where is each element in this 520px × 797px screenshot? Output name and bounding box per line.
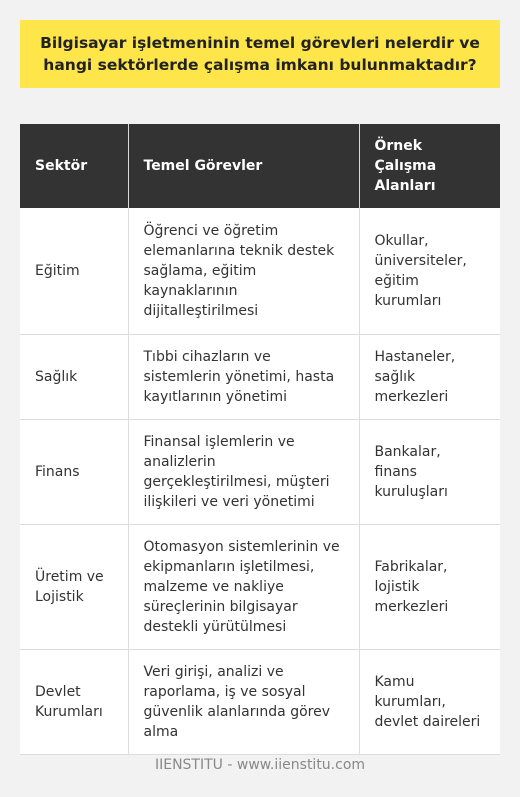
page-title: Bilgisayar işletmeninin temel görevleri nelerdir ve hangi sektörlerde çalışma imkanı bulunmaktadır?: [20, 20, 500, 88]
sector-cell: Devlet Kurumları: [20, 649, 128, 754]
workplaces-cell: Hastaneler, sağlık merkezleri: [359, 334, 500, 419]
workplaces-cell: Okullar, üniversiteler, eğitim kurumları: [359, 208, 500, 334]
sector-table: [20, 124, 500, 755]
sector-cell: Sağlık: [20, 334, 128, 419]
header-core-tasks: Temel Görevler: [128, 124, 359, 208]
workplaces-cell: Fabrikalar, lojistik merkezleri: [359, 524, 500, 649]
tasks-cell: Tıbbi cihazların ve sistemlerin yönetimi, hasta kayıtlarının yönetimi: [128, 334, 359, 419]
workplaces-cell: Kamu kurumları, devlet daireleri: [359, 649, 500, 754]
header-sector: Sektör: [20, 124, 128, 208]
tasks-cell: Finansal işlemlerin ve analizlerin gerçekleştirilmesi, müşteri ilişkileri ve veri yönetimi: [128, 419, 359, 524]
tasks-cell: Veri girişi, analizi ve raporlama, iş ve sosyal güvenlik alanlarında görev alma: [128, 649, 359, 754]
table-row: [20, 334, 500, 419]
tasks-cell: Otomasyon sistemlerinin ve ekipmanların işletilmesi, malzeme ve nakliye süreçlerinin bilgisayar destekli yürütülmesi: [128, 524, 359, 649]
table-row: [20, 208, 500, 334]
table-row: [20, 524, 500, 649]
footer-credit: IIENSTITU - www.iienstitu.com: [154, 757, 366, 773]
table-row: [20, 649, 500, 754]
table-row: [20, 419, 500, 524]
header-example-workplaces: Örnek Çalışma Alanları: [359, 124, 500, 208]
sector-cell: Eğitim: [20, 208, 128, 334]
sector-cell: Finans: [20, 419, 128, 524]
sector-cell: Üretim ve Lojistik: [20, 524, 128, 649]
tasks-cell: Öğrenci ve öğretim elemanlarına teknik destek sağlama, eğitim kaynaklarının dijitalleştirilmesi: [128, 208, 359, 334]
table-header-row: [20, 124, 500, 208]
workplaces-cell: Bankalar, finans kuruluşları: [359, 419, 500, 524]
